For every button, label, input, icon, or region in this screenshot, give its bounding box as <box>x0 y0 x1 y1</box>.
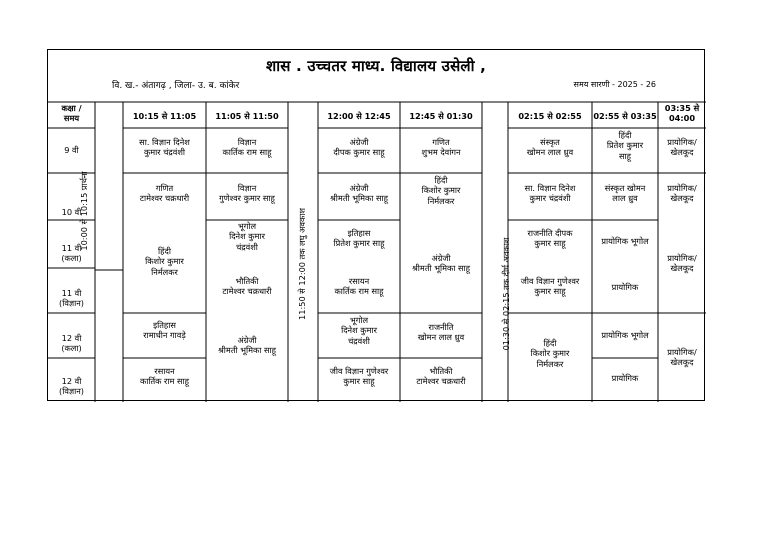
long-break: 01:30 से 02:15 तक दीर्घ अवकाश <box>501 237 511 351</box>
header-period-2: 11:05 से 11:50 <box>215 111 279 121</box>
cell-12-science-p4: भौतिकी टामेश्वर चक्रधारी <box>416 366 466 387</box>
cell-11-arts-p2: भूगोल दिनेश कुमार चंद्रवंशी <box>229 221 265 252</box>
cell-11-arts-p5: राजनीति दीपक कुमार साहू <box>527 228 573 249</box>
cell-12-arts-p3: भूगोल दिनेश कुमार चंद्रवंशी <box>341 315 377 346</box>
cell-12-science-p3: जीव विज्ञान गुणेश्वर कुमार साहू <box>329 366 389 387</box>
cell-9-p4: गणित शुभम देवांगन <box>421 137 461 158</box>
timetable-sheet <box>47 49 705 401</box>
class-10: 10 वी <box>61 207 82 217</box>
prayer-break: 10:00 से 10:15 प्रार्थना <box>79 171 89 251</box>
cell-10-p2: विज्ञान गुणेश्वर कुमार साहू <box>219 183 275 204</box>
timetable-grid-lines <box>48 50 706 402</box>
class-9: 9 वी <box>64 145 79 155</box>
cell-12-arts-p6: प्रायोगिक भूगोल <box>601 330 649 340</box>
cell-10-p6: संस्कृत खोमन लाल ध्रुव <box>604 183 646 204</box>
cell-12-science-p1: रसायन कार्तिक राम साहू <box>139 366 190 387</box>
cell-11-arts-p6: प्रायोगिक भूगोल <box>601 236 649 246</box>
cell-9-p7: प्रायोगिक/ खेलकूद <box>667 137 697 158</box>
class-12-arts: 12 वी (कला) <box>61 333 82 354</box>
short-break: 11:50 से 12:00 तक लघु अवकाश <box>297 208 307 320</box>
cell-12-p7: प्रायोगिक/ खेलकूद <box>667 347 697 368</box>
header-period-7: 03:35 से 04:00 <box>664 103 700 124</box>
school-title: शास . उच्चतर माध्य. विद्यालय उसेली , <box>266 57 486 75</box>
class-12-science: 12 वी (विज्ञान) <box>59 376 84 397</box>
cell-10-p3: अंग्रेजी श्रीमती भूमिका साहू <box>330 183 388 204</box>
cell-12-arts-p1: इतिहास रामाधीन गावड़े <box>143 320 186 341</box>
header-period-1: 10:15 से 11:05 <box>132 111 197 121</box>
cell-11-p4: अंग्रेजी श्रीमती भूमिका साहू <box>412 253 470 274</box>
cell-11-science-p3: रसायन कार्तिक राम साहू <box>334 276 384 297</box>
cell-12-p2: अंग्रेजी श्रीमती भूमिका साहू <box>218 335 276 356</box>
header-period-4: 12:45 से 01:30 <box>409 111 473 121</box>
cell-10-p4: हिंदी किशोर कुमार निर्मलकर <box>421 175 461 206</box>
timetable-year: समय सारणी - 2025 - 26 <box>573 80 656 89</box>
cell-12-arts-p4: राजनीति खोमन लाल ध्रुव <box>417 322 465 343</box>
block-district-line: वि. ख.- अंतागढ़ , जिला- उ. ब. कांकेर <box>112 81 240 91</box>
cell-9-p2: विज्ञान कार्तिक राम साहू <box>222 137 272 158</box>
header-period-6: 02:55 से 03:35 <box>593 111 657 121</box>
cell-11-science-p5: जीव विज्ञान गुणेश्वर कुमार साहू <box>520 276 580 297</box>
cell-9-p1: सा. विज्ञान दिनेश कुमार चंद्रवंशी <box>139 137 190 158</box>
class-11-arts: 11 वी (कला) <box>61 243 82 264</box>
class-11-science: 11 वी (विज्ञान) <box>59 288 84 309</box>
cell-9-p5: संस्कृत खोमन लाल ध्रुव <box>526 137 574 158</box>
cell-9-p6: हिंदी प्रितेश कुमार साहू <box>606 130 644 161</box>
cell-10-p5: सा. विज्ञान दिनेश कुमार चंद्रवंशी <box>524 183 576 204</box>
cell-9-p3: अंग्रेजी दीपक कुमार साहू <box>333 137 385 158</box>
header-period-3: 12:00 से 12:45 <box>327 111 391 121</box>
cell-11-science-p6: प्रायोगिक <box>611 282 639 292</box>
cell-12-science-p6: प्रायोगिक <box>611 373 639 383</box>
cell-11-science-p2: भौतिकी टामेश्वर चक्रधारी <box>222 276 272 297</box>
cell-10-p1: गणित टामेश्वर चक्रधारी <box>139 183 190 204</box>
cell-11-p7: प्रायोगिक/ खेलकूद <box>667 253 697 274</box>
cell-10-p7: प्रायोगिक/ खेलकूद <box>667 183 697 204</box>
cell-11-p1: हिंदी किशोर कुमार निर्मलकर <box>145 246 184 277</box>
cell-12-p5: हिंदी किशोर कुमार निर्मलकर <box>530 338 570 369</box>
cell-11-arts-p3: इतिहास प्रितेश कुमार साहू <box>333 228 385 249</box>
header-period-5: 02:15 से 02:55 <box>518 111 582 121</box>
header-class-time: कक्षा / समय <box>61 103 82 124</box>
